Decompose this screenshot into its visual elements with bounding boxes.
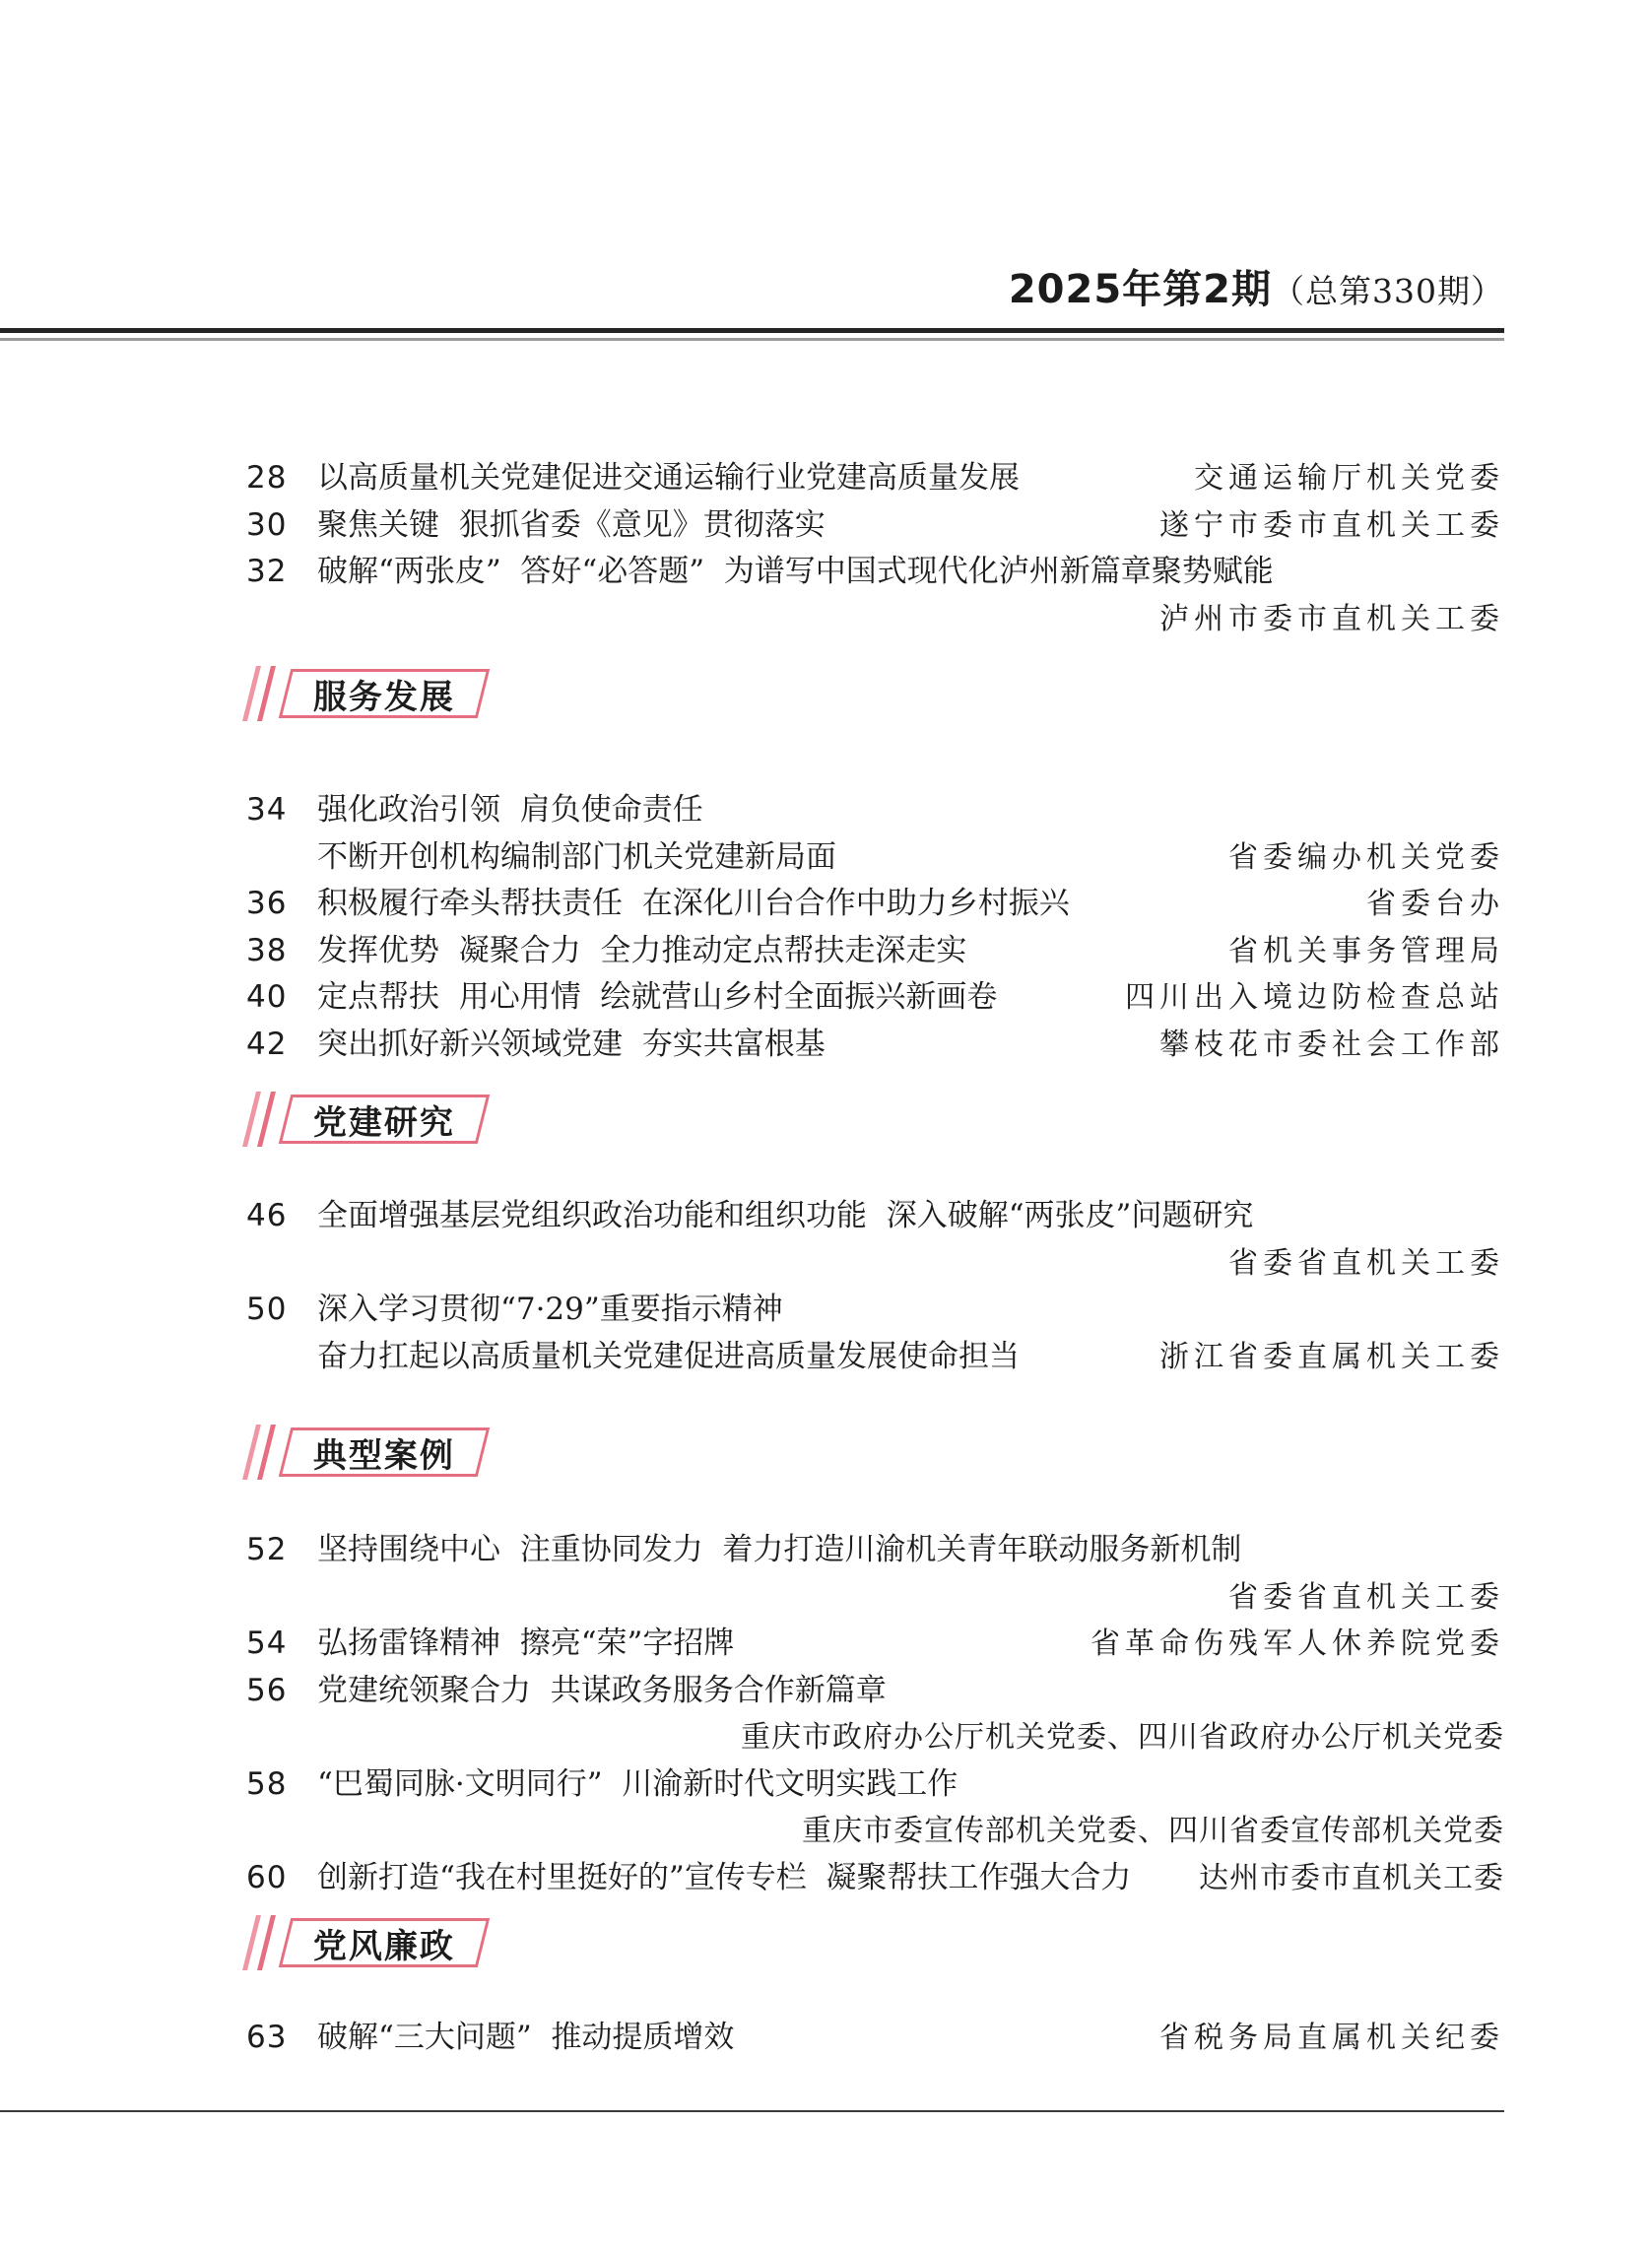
toc-entry [246,2015,1504,2062]
toc-entry [246,455,1504,502]
section-header [249,1095,1652,1144]
section-box [279,1918,490,1967]
article-org: 省委编办机关党委 [1228,839,1504,875]
toc-entry-continuation [246,1240,1504,1288]
article-title: 奋力扛起以高质量机关党建促进高质量发展使命担当 [317,1338,1020,1374]
issue-total-number: （总第330期） [1272,272,1504,310]
toc-entry [246,974,1504,1022]
slash-icon [257,1915,276,1970]
page-header [0,0,1652,314]
article-title: 积极履行牵头帮扶责任 在深化川台合作中助力乡村振兴 [317,886,1070,921]
article-org: 省机关事务管理局 [1228,933,1504,968]
article-title: 全面增强基层党组织政治功能和组织功能 深入破解“两张皮”问题研究 [317,1198,1254,1233]
page-number: 38 [246,932,288,968]
toc-block-3 [246,1193,1504,1380]
page-number: 63 [246,2020,288,2055]
toc-entry [246,787,1504,834]
toc-block-1 [246,455,1504,642]
article-title: 以高质量机关党建促进交通运输行业党建高质量发展 [317,460,1020,496]
page-number: 46 [246,1198,288,1233]
article-org: 浙江省委直属机关工委 [1159,1339,1504,1374]
header-rule-thin [0,338,1504,341]
toc-entry-continuation [246,1334,1504,1381]
article-org: 重庆市委宣传部机关党委、四川省委宣传部机关党委 [802,1814,1504,1848]
article-org: 四川出入境边防检查总站 [1125,980,1504,1015]
toc-block-4 [246,1527,1504,1901]
article-org: 重庆市政府办公厅机关党委、四川省政府办公厅机关党委 [741,1720,1504,1755]
toc-entry-continuation [246,596,1504,643]
page-number: 40 [246,979,288,1015]
section-header [249,1427,1652,1477]
article-org: 省税务局直属机关纪委 [1159,2021,1504,2055]
section-label: 典型案例 [313,1435,455,1476]
toc-entry [246,1022,1504,1069]
toc-entry [246,1193,1504,1240]
issue-number: 2025年第2期 [1008,267,1272,312]
toc-entry [246,881,1504,928]
article-title: 深入学习贯彻“7·29”重要指示精神 [317,1292,783,1327]
section-header [249,669,1652,718]
page-number: 58 [246,1765,288,1802]
article-title: 强化政治引领 肩负使命责任 [317,792,703,828]
section-box [279,1427,490,1477]
article-title: 聚焦关键 狠抓省委《意见》贯彻落实 [317,506,826,543]
article-title: “巴蜀同脉·文明同行” 川渝新时代文明实践工作 [317,1765,958,1802]
section-header [249,1918,1652,1967]
slash-icon [257,1425,276,1480]
header-rule-thick [0,328,1504,333]
section-label: 党风廉政 [313,1926,455,1966]
article-title: 突出抓好新兴领域党建 夯实共富根基 [317,1026,826,1062]
article-org: 泸州市委市直机关工委 [1159,601,1504,636]
article-title: 破解“三大问题” 推动提质增效 [317,2020,735,2055]
article-org: 省委省直机关工委 [1228,1245,1504,1281]
page-number: 50 [246,1292,288,1327]
section-label: 服务发展 [313,677,455,717]
page-number: 52 [246,1532,288,1567]
section-label: 党建研究 [313,1102,455,1143]
article-title: 弘扬雷锋精神 擦亮“荣”字招牌 [317,1626,735,1661]
article-title: 党建统领聚合力 共谋政务服务合作新篇章 [317,1672,887,1708]
article-title: 定点帮扶 用心用情 绘就营山乡村全面振兴新画卷 [317,979,998,1015]
article-org: 攀枝花市委社会工作部 [1159,1027,1504,1062]
toc-entry [246,502,1504,550]
article-title: 创新打造“我在村里挺好的”宣传专栏 凝聚帮扶工作强大合力 [317,1859,1132,1895]
toc-entry [246,1855,1504,1902]
toc-entry-continuation [246,1714,1504,1761]
article-title: 坚持围绕中心 注重协同发力 着力打造川渝机关青年联动服务新机制 [317,1532,1242,1567]
toc-entry-continuation [246,834,1504,882]
page-number: 56 [246,1672,288,1708]
page-number: 60 [246,1859,288,1895]
page-number: 34 [246,792,288,828]
article-org: 省委台办 [1366,887,1504,921]
toc-block-2 [246,787,1504,1068]
page-number: 30 [246,506,288,543]
section-box [279,1095,490,1144]
footer-rule [0,2110,1504,2112]
toc-entry [246,928,1504,975]
section-box [279,669,490,718]
toc-entry [246,1527,1504,1574]
slash-icon [257,666,276,721]
toc-entry [246,1287,1504,1334]
toc-entry [246,1668,1504,1715]
toc-entry [246,1761,1504,1809]
toc-entry [246,1621,1504,1668]
article-org: 交通运输厅机关党委 [1194,461,1504,496]
page-number: 32 [246,554,288,589]
page-number: 54 [246,1626,288,1661]
page-number: 28 [246,460,288,496]
slash-icon [257,1092,276,1147]
toc-entry-continuation [246,1574,1504,1622]
article-title: 破解“两张皮” 答好“必答题” 为谱写中国式现代化泸州新篇章聚势赋能 [317,554,1274,589]
page-number: 42 [246,1026,288,1062]
article-org: 遂宁市委市直机关工委 [1159,507,1504,543]
toc-entry [246,549,1504,596]
toc-block-5 [246,2015,1504,2062]
article-title: 不断开创机构编制部门机关党建新局面 [317,838,836,875]
article-title: 发挥优势 凝聚合力 全力推动定点帮扶走深走实 [317,932,967,968]
toc-entry-continuation [246,1808,1504,1855]
article-org: 省委省直机关工委 [1228,1579,1504,1615]
article-org: 达州市委市直机关工委 [1199,1860,1504,1895]
page-number: 36 [246,886,288,921]
article-org: 省革命伤残军人休养院党委 [1090,1626,1504,1661]
